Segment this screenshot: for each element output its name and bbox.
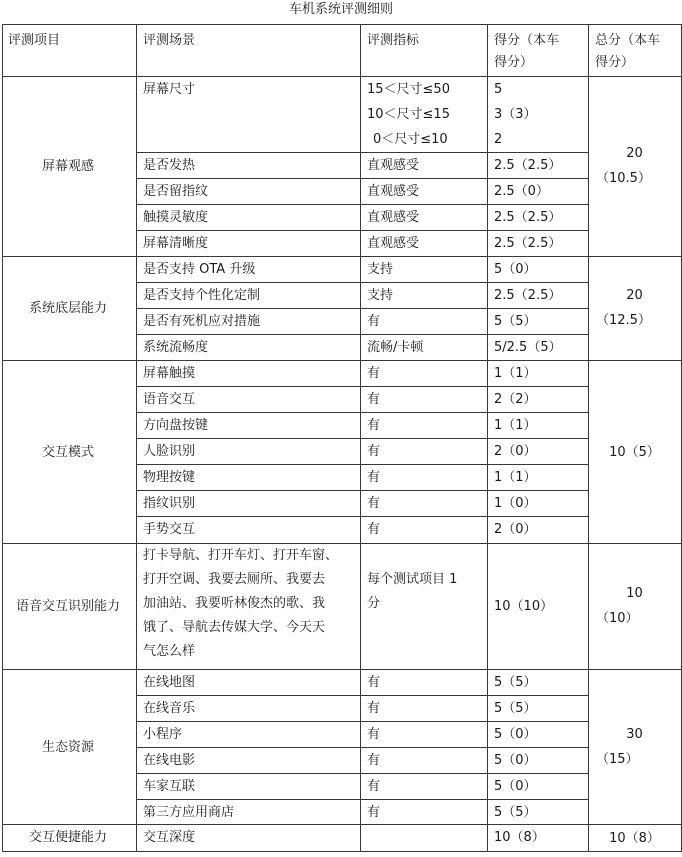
scene-cell: 是否支持个性化定制 <box>143 288 261 303</box>
group-divider <box>2 360 681 361</box>
scene-cell: 在线地图 <box>143 675 196 690</box>
metric-cell: 直观感受 <box>367 158 420 173</box>
score-cell: 5 <box>494 82 503 97</box>
header-divider <box>2 76 681 77</box>
metric-cell: 每个测试项目 1 <box>367 572 458 587</box>
scene-cell: 打开空调、我要去厕所、我要去 <box>143 572 326 587</box>
score-cell: 2.5（0） <box>494 184 549 199</box>
metric-cell: 15＜尺寸≤50 <box>367 82 450 97</box>
metric-cell: 有 <box>367 470 381 485</box>
metric-cell: 有 <box>367 366 381 381</box>
metric-cell: 支持 <box>367 262 394 277</box>
metric-cell: 10＜尺寸≤15 <box>367 107 450 122</box>
group-divider <box>2 851 681 852</box>
scene-cell: 方向盘按键 <box>143 418 209 433</box>
scene-cell: 饿了、导航去传媒大学、今天天 <box>143 620 326 635</box>
group-total: 20 <box>626 146 643 161</box>
group-divider <box>2 543 681 544</box>
scene-cell: 是否有死机应对措施 <box>143 314 261 329</box>
scene-cell: 小程序 <box>143 727 183 742</box>
metric-cell: 有 <box>367 805 381 820</box>
score-cell: 5（5） <box>494 314 537 329</box>
score-cell: 1（1） <box>494 366 537 381</box>
column-border <box>588 24 589 852</box>
score-cell: 5（0） <box>494 779 537 794</box>
score-cell: 2 <box>494 132 503 147</box>
metric-cell: 有 <box>367 418 381 433</box>
group-divider <box>2 669 681 670</box>
group-name: 生态资源 <box>41 739 94 755</box>
scene-cell: 触摸灵敏度 <box>143 210 209 225</box>
scene-cell: 屏幕清晰度 <box>143 236 209 251</box>
score-cell: 1（1） <box>494 418 537 433</box>
group-name: 语音交互识别能力 <box>15 599 120 614</box>
score-cell: 5（0） <box>494 753 537 768</box>
score-cell: 10（10） <box>494 599 554 614</box>
metric-cell: 流畅/卡顿 <box>367 340 424 355</box>
scene-cell: 交互深度 <box>143 830 196 845</box>
metric-cell: 支持 <box>367 288 394 303</box>
score-cell: 3（3） <box>494 107 537 122</box>
score-cell: 2（2） <box>494 392 537 407</box>
header-scene: 评测场景 <box>143 33 196 48</box>
score-cell: 1（0） <box>494 496 537 511</box>
group-total: （10） <box>596 611 639 626</box>
metric-cell: 有 <box>367 444 381 459</box>
group-name: 交互便捷能力 <box>28 830 107 845</box>
header-metric: 评测指标 <box>367 33 420 48</box>
scene-cell: 第三方应用商店 <box>143 805 235 820</box>
header-score: 得分） <box>494 55 534 70</box>
scene-cell: 是否支持 OTA 升级 <box>143 262 256 277</box>
group-total: （15） <box>596 751 639 767</box>
metric-cell: 有 <box>367 392 381 407</box>
scene-cell: 在线电影 <box>143 753 196 768</box>
scene-cell: 车家互联 <box>143 779 196 794</box>
scene-cell: 气怎么样 <box>143 644 196 659</box>
group-total: （10.5） <box>596 171 651 186</box>
group-name: 交互模式 <box>41 444 94 460</box>
metric-cell: 有 <box>367 753 381 768</box>
metric-cell: 有 <box>367 727 381 742</box>
score-cell: 5（5） <box>494 805 537 820</box>
scene-cell: 指纹识别 <box>143 496 196 511</box>
group-divider <box>2 256 681 257</box>
group-total: （12.5） <box>596 313 651 328</box>
metric-cell: 分 <box>367 596 381 611</box>
score-cell: 5（0） <box>494 262 537 277</box>
column-border <box>360 24 361 852</box>
score-cell: 5（0） <box>494 727 537 742</box>
metric-cell: 直观感受 <box>367 210 420 225</box>
group-total: 30 <box>626 726 643 742</box>
scene-cell: 语音交互 <box>143 392 196 407</box>
table-title: 车机系统评测细则 <box>288 2 393 17</box>
column-border <box>2 24 3 852</box>
group-total: 20 <box>626 288 643 303</box>
scene-cell: 物理按键 <box>143 470 196 485</box>
score-cell: 2.5（2.5） <box>494 236 562 251</box>
metric-cell: 有 <box>367 701 381 716</box>
score-cell: 5（5） <box>494 701 537 716</box>
column-border <box>136 24 137 852</box>
header-total: 总分（本车 <box>595 33 661 48</box>
group-total: 10（8） <box>609 830 660 846</box>
score-cell: 2（0） <box>494 522 537 537</box>
scene-cell: 是否发热 <box>143 158 196 173</box>
metric-cell: 有 <box>367 314 381 329</box>
header-score: 得分（本车 <box>494 33 560 48</box>
metric-cell: 直观感受 <box>367 184 420 199</box>
group-total: 10 <box>626 586 643 601</box>
metric-cell: 有 <box>367 779 381 794</box>
score-cell: 2.5（2.5） <box>494 158 562 173</box>
scene-cell: 屏幕触摸 <box>143 366 196 381</box>
metric-cell: 有 <box>367 496 381 511</box>
score-cell: 2（0） <box>494 444 537 459</box>
scene-cell: 屏幕尺寸 <box>143 82 196 97</box>
metric-cell: 有 <box>367 675 381 690</box>
metric-cell: 直观感受 <box>367 236 420 251</box>
score-cell: 5（5） <box>494 675 537 690</box>
header-total: 得分） <box>595 55 635 70</box>
group-name: 屏幕观感 <box>41 159 94 174</box>
scene-cell: 在线音乐 <box>143 701 196 716</box>
metric-cell: 有 <box>367 522 381 537</box>
metric-cell: 0＜尺寸≤10 <box>373 132 448 147</box>
scene-cell: 加油站、我要听林俊杰的歌、我 <box>143 596 326 611</box>
group-total: 10（5） <box>609 444 660 460</box>
table-top-border <box>2 24 681 25</box>
score-cell: 2.5（2.5） <box>494 210 562 225</box>
group-name: 系统底层能力 <box>28 301 107 316</box>
score-cell: 2.5（2.5） <box>494 288 562 303</box>
header-item: 评测项目 <box>8 33 61 48</box>
score-cell: 5/2.5（5） <box>494 340 562 355</box>
scene-cell: 打卡导航、打开车灯、打开车窗、 <box>143 548 339 563</box>
scene-cell: 是否留指纹 <box>143 184 209 199</box>
scene-cell: 系统流畅度 <box>143 340 209 355</box>
column-border <box>487 24 488 852</box>
score-cell: 10（8） <box>494 830 545 845</box>
score-cell: 1（1） <box>494 470 537 485</box>
scene-cell: 人脸识别 <box>143 444 196 459</box>
scene-cell: 手势交互 <box>143 522 196 537</box>
